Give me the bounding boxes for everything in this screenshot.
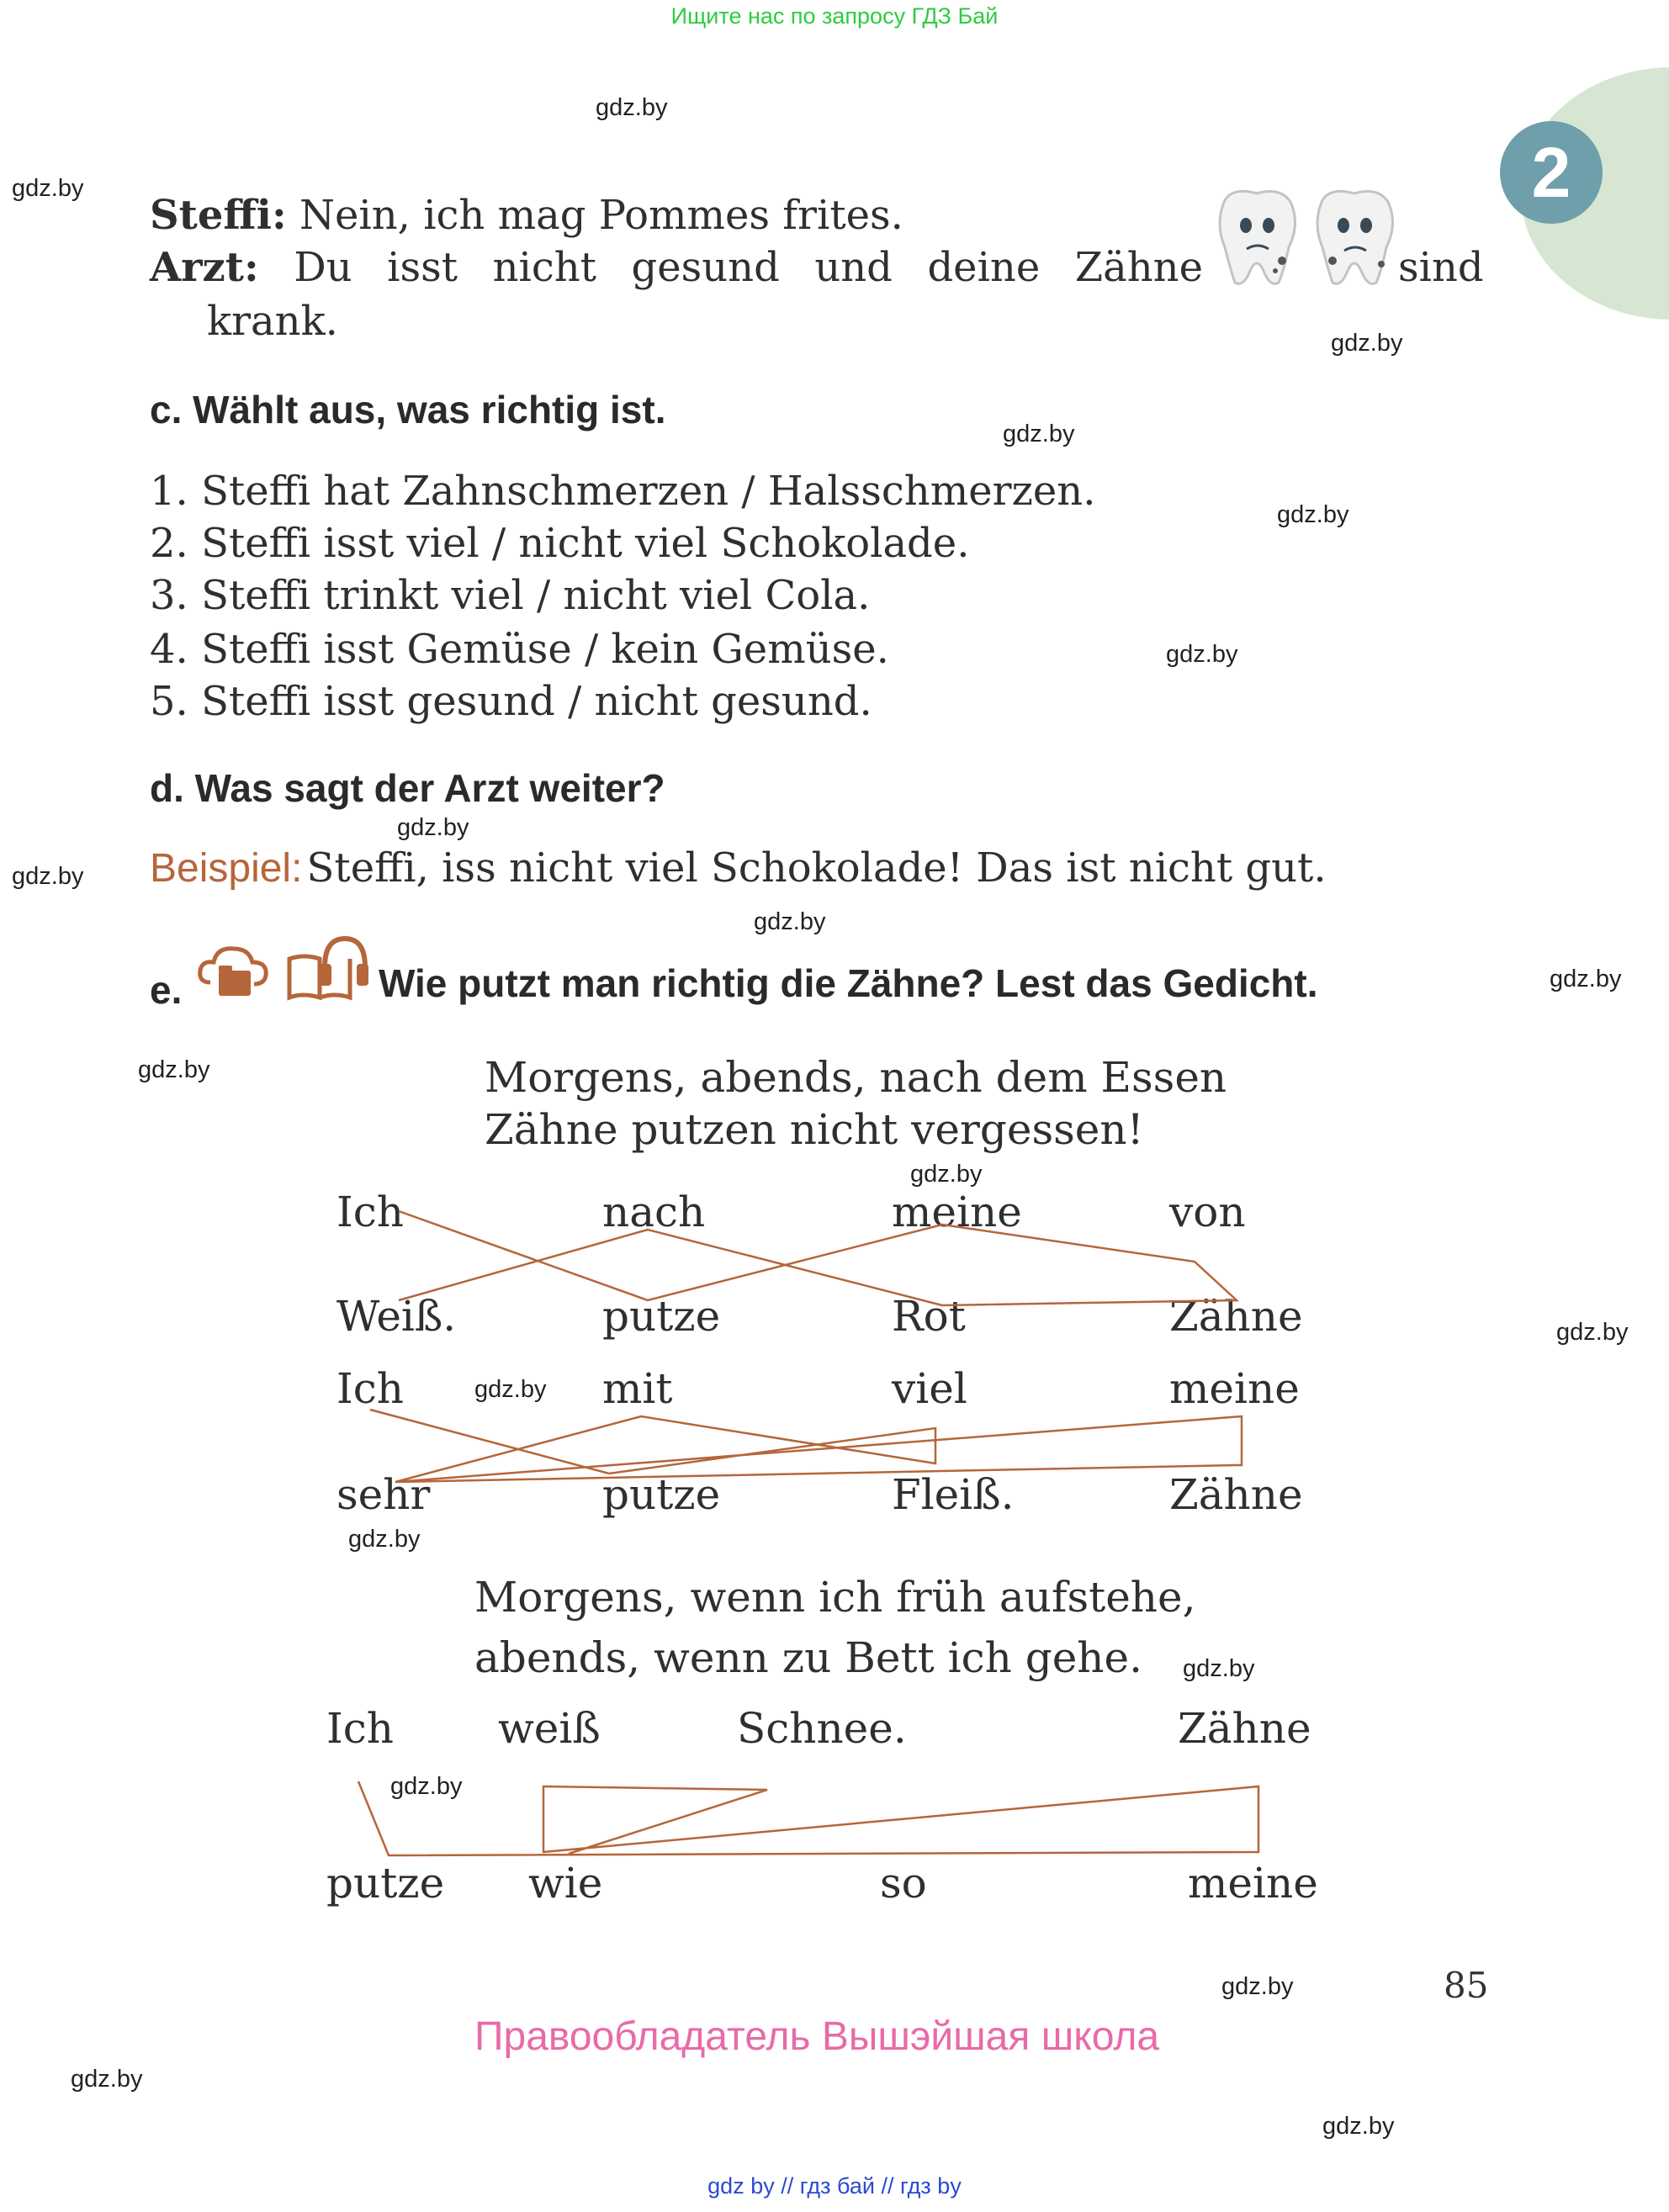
copyright-notice: Правообладатель Вышэйшая школа	[474, 2014, 1160, 2059]
watermark: gdz.by	[348, 1526, 421, 1553]
watermark: gdz.by	[12, 175, 84, 202]
item-text: Steffi trinkt viel / nicht viel Cola.	[201, 572, 871, 619]
watermark: gdz.by	[910, 1161, 983, 1188]
word: weiß	[498, 1704, 601, 1753]
poem-line: Morgens, abends, nach dem Essen	[485, 1053, 1227, 1102]
footer-links	[0, 2173, 1669, 2199]
arzt-line-cont: krank.	[207, 298, 338, 345]
word: von	[1169, 1188, 1246, 1236]
item-text: Steffi isst Gemüse / kein Gemüse.	[201, 626, 889, 673]
item-number: 5.	[150, 678, 188, 725]
item-text: Steffi hat Zahnschmerzen / Halsschmerzen.	[201, 468, 1096, 515]
arzt-line: Du isst nicht gesund und deine Zähne	[294, 244, 1203, 291]
word: Zähne	[1169, 1470, 1303, 1519]
watermark: gdz.by	[1322, 2113, 1395, 2140]
watermark: gdz.by	[12, 863, 84, 890]
word: Ich	[326, 1704, 394, 1753]
speaker-arzt: Arzt:	[150, 244, 259, 291]
word: mit	[602, 1364, 673, 1413]
word: wie	[528, 1859, 603, 1908]
task-c-heading: c. Wählt aus, was richtig ist.	[150, 388, 666, 431]
item-text: Steffi isst gesund / nicht gesund.	[201, 678, 872, 725]
footer-link[interactable]: гдз бай	[799, 2173, 875, 2199]
watermark: gdz.by	[596, 94, 668, 121]
header-ad[interactable]: Ищите нас по запросу ГДЗ Бай	[670, 3, 999, 29]
watermark: gdz.by	[390, 1773, 463, 1800]
watermark: gdz.by	[1550, 966, 1622, 992]
word: meine	[892, 1188, 1022, 1236]
word: Rot	[892, 1292, 966, 1341]
poem-line: abends, wenn zu Bett ich gehe.	[474, 1633, 1142, 1682]
word: Zähne	[1169, 1292, 1303, 1341]
word: Weiß.	[336, 1292, 457, 1341]
word: Schnee.	[737, 1704, 907, 1753]
footer-link[interactable]: gdz by	[707, 2173, 775, 2199]
item-number: 4.	[150, 626, 188, 673]
watermark: gdz.by	[138, 1056, 210, 1083]
poem-line: Morgens, wenn ich früh aufstehe,	[474, 1573, 1196, 1622]
task-d-heading: d. Was sagt der Arzt weiter?	[150, 766, 665, 810]
item-number: 2.	[150, 520, 188, 567]
word: meine	[1169, 1364, 1300, 1413]
watermark: gdz.by	[1003, 421, 1075, 447]
watermark: gdz.by	[71, 2066, 143, 2093]
item-text: Steffi isst viel / nicht viel Schokolade.	[201, 520, 970, 567]
word: putze	[602, 1470, 721, 1519]
word: meine	[1188, 1859, 1318, 1908]
watermark: gdz.by	[754, 908, 826, 935]
item-number: 3.	[150, 572, 188, 619]
word: nach	[602, 1188, 706, 1236]
watermark: gdz.by	[397, 814, 469, 841]
word: viel	[892, 1364, 967, 1413]
watermark: gdz.by	[1166, 641, 1238, 668]
footer-separator: //	[781, 2173, 794, 2199]
page-number: 85	[1444, 1965, 1489, 2006]
word: Ich	[336, 1364, 404, 1413]
arzt-line-end: sind	[1398, 244, 1484, 291]
steffi-line: Nein, ich mag Pommes frites.	[299, 192, 903, 239]
word: so	[880, 1859, 927, 1908]
watermark: gdz.by	[1277, 501, 1349, 528]
watermark: gdz.by	[1331, 330, 1403, 357]
item-number: 1.	[150, 468, 188, 515]
poem-line: Zähne putzen nicht vergessen!	[485, 1105, 1144, 1154]
beispiel-text: Steffi, iss nicht viel Schokolade! Das ist nicht gut.	[306, 844, 1327, 892]
word: Zähne	[1178, 1704, 1311, 1753]
section-number-badge: 2	[1500, 121, 1603, 224]
watermark: gdz.by	[474, 1376, 547, 1403]
footer-separator: //	[881, 2173, 894, 2199]
word: Ich	[336, 1188, 404, 1236]
task-e-heading: Wie putzt man richtig die Zähne? Lest das Gedicht.	[379, 961, 1318, 1005]
watermark: gdz.by	[1183, 1655, 1255, 1682]
speaker-steffi: Steffi:	[150, 192, 287, 239]
word: Fleiß.	[892, 1470, 1015, 1519]
word: putze	[602, 1292, 721, 1341]
beispiel-label: Beispiel:	[150, 846, 303, 891]
watermark: gdz.by	[1221, 1973, 1294, 2000]
word: putze	[326, 1859, 445, 1908]
footer-link[interactable]: гдз by	[900, 2173, 962, 2199]
watermark: gdz.by	[1556, 1319, 1629, 1346]
word: sehr	[336, 1470, 431, 1519]
task-e-prefix: e.	[150, 968, 183, 1012]
